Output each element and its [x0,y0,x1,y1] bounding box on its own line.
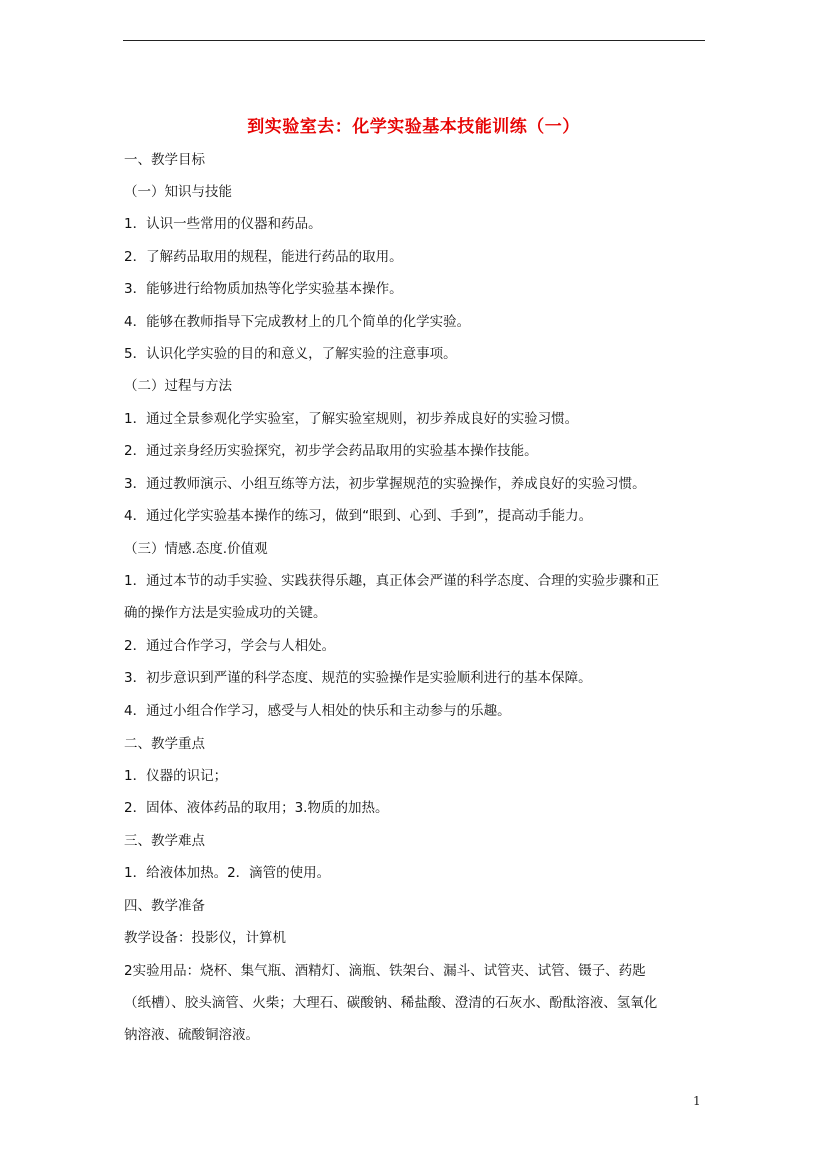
list-item: 4．能够在教师指导下完成教材上的几个简单的化学实验。 [124,314,471,330]
list-item: 2．了解药品取用的规程，能进行药品的取用。 [124,249,403,265]
list-item: 5．认识化学实验的目的和意义，了解实验的注意事项。 [124,346,457,362]
list-item-continuation: 确的操作方法是实验成功的关键。 [124,605,327,621]
subheading-process-methods: （二）过程与方法 [124,378,232,394]
heading-key-points: 二、教学重点 [124,736,205,752]
list-item: 1．通过全景参观化学实验室，了解实验室规则，初步养成良好的实验习惯。 [124,411,579,427]
heading-teaching-objectives: 一、教学目标 [124,152,205,168]
list-item: 4．通过化学实验基本操作的练习，做到“眼到、心到、手到”，提高动手能力。 [124,508,593,524]
subheading-attitudes-values: （三）情感.态度.价值观 [124,541,268,557]
list-item: 3．通过教师演示、小组互练等方法，初步掌握规范的实验操作，养成良好的实验习惯。 [124,476,646,492]
heading-difficulties: 三、教学难点 [124,833,205,849]
list-item-continuation: 钠溶液、硫酸铜溶液。 [124,1027,259,1043]
list-item: 3．初步意识到严谨的科学态度、规范的实验操作是实验顺利进行的基本保障。 [124,670,592,686]
list-item: 2．通过合作学习，学会与人相处。 [124,638,336,654]
list-item: 4．通过小组合作学习，感受与人相处的快乐和主动参与的乐趣。 [124,703,511,719]
list-item: 1．认识一些常用的仪器和药品。 [124,216,322,232]
list-item: 2．固体、液体药品的取用；3.物质的加热。 [124,800,389,816]
header-rule [123,40,705,41]
subheading-knowledge-skills: （一）知识与技能 [124,184,232,200]
list-item: 1．通过本节的动手实验、实践获得乐趣，真正体会严谨的科学态度、合理的实验步骤和正 [124,573,660,589]
document-title: 到实验室去：化学实验基本技能训练（一） [247,117,580,137]
list-item-continuation: （纸槽）、胶头滴管、火柴；大理石、碳酸钠、稀盐酸、澄清的石灰水、酚酞溶液、氢氧化 [124,995,658,1011]
list-item: 3．能够进行给物质加热等化学实验基本操作。 [124,281,403,297]
list-item: 1．给液体加热。2．滴管的使用。 [124,865,331,881]
list-item: 2实验用品：烧杯、集气瓶、酒精灯、滴瓶、铁架台、漏斗、试管夹、试管、镊子、药匙 [124,963,646,979]
list-item: 2．通过亲身经历实验探究，初步学会药品取用的实验基本操作技能。 [124,443,538,459]
list-item: 1．仪器的识记； [124,768,228,784]
page-number: 1 [693,1094,701,1108]
heading-preparation: 四、教学准备 [124,898,205,914]
list-item: 教学设备：投影仪，计算机 [124,930,286,946]
